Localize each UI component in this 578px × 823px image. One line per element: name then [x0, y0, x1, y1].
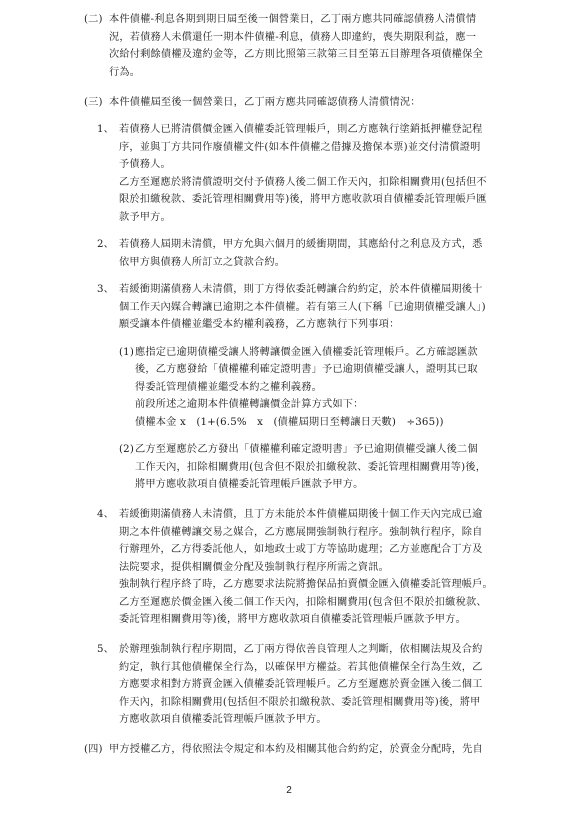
paragraph-2-line: 本件債權-利息各期到期日屆至後一個營業日，乙丁兩方應共同確認債務人清償情 [109, 14, 477, 25]
item-5-number: 5、 [97, 644, 115, 655]
sub-item-2-number: (2) [119, 444, 135, 455]
paragraph-4-label: (四) [84, 744, 103, 755]
item-4-line: 強制執行程序終了時，乙方應要求法院將擔保品拍賣價金匯入債權委託管理帳戶。 [119, 579, 493, 590]
item-4-line: 乙方至遲應於價金匯入後二個工作天內，扣除相關費用(包含但不限於扣繳稅款、 [119, 597, 487, 608]
sub-item-1-line: 前段所述之逾期本件債權轉讓價金計算方式如下： [135, 399, 364, 410]
item-1-number: 1、 [97, 124, 115, 135]
item-5-line: 約定，執行其他債權保全行為，以確保甲方權益。若其他債權保全行為生效，乙 [119, 662, 483, 673]
item-1-line: 序，並與丁方共同作廢債權文件(如本件債權之借據及擔保本票)並交付清償證明 [119, 142, 481, 153]
paragraph-4-line: 甲方授權乙方，得依照法令規定和本約及相關其他合約約定，於賣金分配時，先自 [109, 744, 483, 755]
item-3-line: 願受讓本件債權並繼受本約權利義務，乙方應執行下列事項： [119, 319, 400, 330]
sub-item-2-line: 工作天內，扣除相關費用(包含但不限於扣繳稅款、委託管理相關費用等)後， [135, 462, 487, 473]
sub-item-1-line: 得委託管理債權並繼受本約之權利義務。 [135, 382, 322, 393]
item-2-line: 依甲方與債務人所訂立之貸款合約。 [119, 257, 286, 268]
item-5-line: 於辦理強制執行程序期間，乙丁兩方得依善良管理人之判斷，依相關法規及合約 [119, 644, 483, 655]
item-4-number: 4、 [97, 509, 115, 520]
page-number: 2 [286, 785, 292, 796]
item-5-line: 作天內，扣除相關費用(包括但不限於扣繳稅款、委託管理相關費用等)後，將甲 [119, 697, 481, 708]
paragraph-2-line: 況，若債務人未償還任一期本件債權-利息，債務人即違約，喪失期限利益，應一 [109, 32, 477, 43]
item-1-line: 限於扣繳稅款、委託管理相關費用等)後，將甲方應收款項自債權委託管理帳戶匯 [119, 194, 487, 205]
item-1-line: 若債務人已將清償價金匯入債權委託管理帳戶，則乙方應執行塗銷抵押權登記程 [119, 124, 483, 135]
item-5-line: 方應要求相對方將賣金匯入債權委託管理帳戶。乙方至遲應於賣金匯入後二個工 [119, 679, 483, 690]
sub-item-2-line: 將甲方應收款項自債權委託管理帳戶匯款予甲方。 [135, 479, 364, 490]
item-3-number: 3、 [97, 284, 115, 295]
item-4-line: 委託管理相關費用等)後，將甲方應收款項自債權委託管理帳戶匯款予甲方。 [119, 614, 466, 625]
sub-item-2-line: 乙方至遲應於乙方發出「債權權利確定證明書」予已逾期債權受讓人後二個 [135, 444, 478, 455]
item-4-line: 行辦理外，乙方得委託他人，如地政士或丁方等協助處理；乙方並應配合丁方及 [119, 544, 483, 555]
item-4-line: 期之本件債權轉讓交易之媒合，乙方應展開強制執行程序。強制執行程序，除自 [119, 527, 483, 538]
sub-item-1-line: 後，乙方應發給「債權權利確定證明書」予已逾期債權受讓人，證明其已取 [135, 364, 478, 375]
paragraph-2-label: (二) [84, 14, 103, 25]
paragraph-2-line: 行為。 [109, 67, 141, 78]
paragraph-3-label: (三) [84, 97, 103, 108]
item-3-line: 若緩衝期滿債務人未清償，則丁方得依委託轉讓合約約定，於本件債權屆期後十 [119, 284, 483, 295]
item-1-line: 予債務人。 [119, 159, 171, 170]
item-2-number: 2、 [97, 239, 115, 250]
item-2-line: 若債務人屆期未清償，甲方允與六個月的緩衝期間，其應給付之利息及方式，悉 [119, 239, 483, 250]
item-4-line: 若緩衝期滿債務人未清償，且丁方未能於本件債權屆期後十個工作天內完成已逾 [119, 509, 483, 520]
price-formula: 債權本金 x (1+(6.5% x (債權屆期日至轉讓日天數) ÷365)) [135, 417, 444, 428]
sub-item-1-line: 應指定已逾期債權受讓人將轉讓價金匯入債權委託管理帳戶。乙方確認匯款 [135, 347, 478, 358]
item-4-line: 法院要求，提供相關價金分配及強制執行程序所需之資訊。 [119, 562, 390, 573]
item-5-line: 方應收款項自債權委託管理帳戶匯款予甲方。 [119, 714, 327, 725]
item-1-line: 乙方至遲應於將清償證明交付予債務人後二個工作天內，扣除相關費用(包括但不 [119, 177, 487, 188]
item-1-line: 款予甲方。 [119, 212, 171, 223]
item-3-line: 個工作天內媒合轉讓已逾期之本件債權。若有第三人(下稱「已逾期債權受讓人」) [119, 302, 486, 313]
sub-item-1-number: (1) [119, 347, 135, 358]
paragraph-2-line: 次給付剩餘債權及違約金等，乙方則比照第三款第三目至第五目辦理各項債權保全 [109, 49, 483, 60]
paragraph-3-intro: 本件債權屆至後一個營業日，乙丁兩方應共同確認債務人清償情況： [109, 97, 421, 108]
